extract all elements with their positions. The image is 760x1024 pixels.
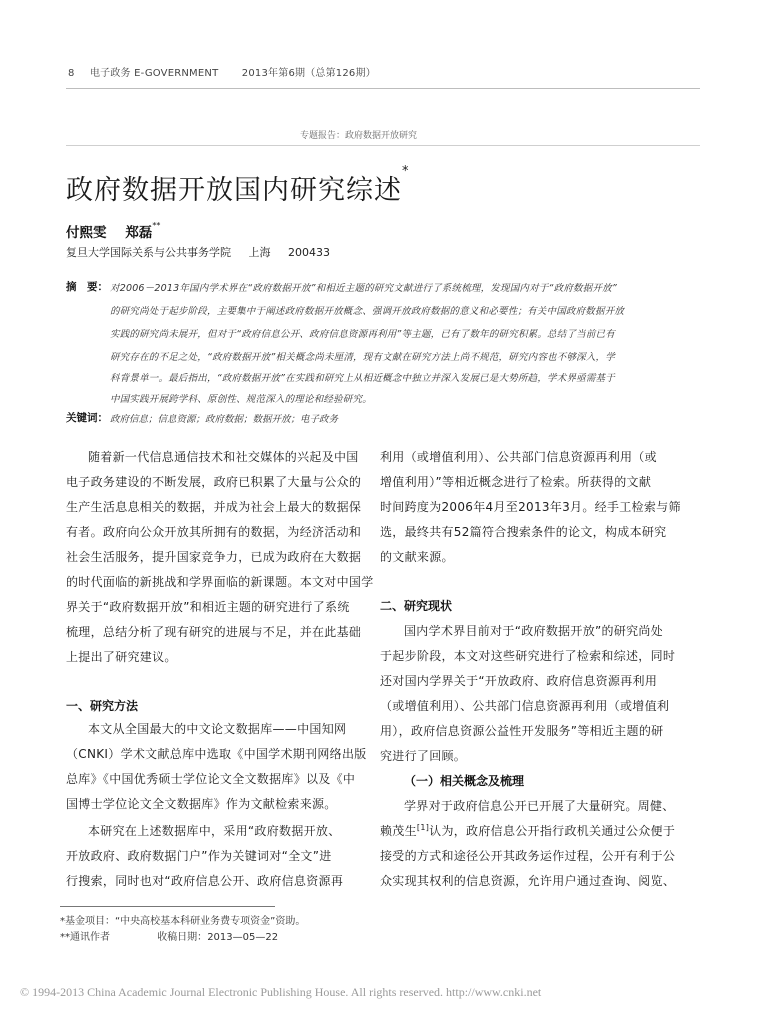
body-line: 本文从全国最大的中文论文数据库——中国知网: [88, 722, 347, 736]
body-line: 行搜索，同时也对“政府信息公开、政府信息资源再: [66, 874, 344, 888]
body-line: 还对国内学界关于“开放政府、政府信息资源再利用: [380, 674, 658, 688]
corresponding-author-label: **通讯作者: [60, 932, 110, 943]
copyright-notice: © 1994-2013 China Academic Journal Electronic Publishing House. All rights reserved. http://www.cnki.net: [20, 985, 542, 999]
body-line: 国内学术界目前对于“政府数据开放”的研究尚处: [404, 624, 664, 638]
body-line-rest: 认为，政府信息公开指行政机关通过公众便于: [429, 824, 676, 838]
body-line: 利用（或增值利用）、公共部门信息资源再利用（或: [380, 450, 657, 464]
magazine-name: 电子政务 E-GOVERNMENT: [89, 68, 219, 79]
abstract-line: 的研究尚处于起步阶段，主要集中于阐述政府数据开放概念、强调开放政府数据的意义和必要性；有关中国政府数据开放: [110, 306, 625, 317]
running-header: [68, 64, 382, 79]
body-line: 上提出了研究建议。: [66, 650, 177, 664]
body-line: （或增值利用）、公共部门信息资源再利用（或增值利: [380, 699, 670, 713]
footnote-corresponding: [60, 928, 278, 943]
body-line: 国博士学位论文全文数据库》作为文献检索来源。: [66, 797, 337, 811]
body-line: 生产生活息息相关的数据，并成为社会上最大的数据保: [66, 500, 362, 514]
article-title: [66, 164, 410, 207]
affiliation-zip: 200433: [288, 246, 330, 259]
affiliation-school: 复旦大学国际关系与公共事务学院: [66, 246, 231, 259]
subheading-concepts: （一）相关概念及梳理: [404, 774, 525, 788]
affiliation-city: 上海: [248, 246, 271, 259]
body-line: （CNKI）学术文献总库中选取《中国学术期刊网络出版: [66, 747, 367, 761]
abstract-line: 实践的研究尚未展开，但对于“政府信息公开、政府信息资源再利用”等主题，已有了数年的研究积累。总结了当前已有: [110, 329, 615, 340]
body-line: 选，最终共有52篇符合搜索条件的论文，构成本研究: [380, 525, 667, 539]
abstract-label: 摘 要：: [66, 281, 108, 293]
body-line: 本研究在上述数据库中，采用“政府数据开放、: [88, 824, 341, 838]
heading-methods: 一、研究方法: [66, 699, 139, 713]
page-number: 8: [68, 68, 75, 79]
abstract-line: 研究存在的不足之处，“政府数据开放”相关概念尚未厘清，现有文献在研究方法上尚不规范，研究内容也不够深入，学: [110, 352, 615, 363]
body-line: 总库》《中国优秀硕士学位论文全文数据库》以及《中: [66, 772, 356, 786]
body-line: [380, 822, 675, 839]
citation-ref: [1]: [416, 823, 430, 832]
body-line: 梳理，总结分析了现有研究的进展与不足，并在此基础: [66, 625, 362, 639]
body-line: 界关于“政府数据开放”和相近主题的研究进行了系统: [66, 600, 350, 614]
body-line: 有者。政府向公众开放其所拥有的数据，为经济活动和: [66, 525, 362, 539]
received-label: 收稿日期：: [157, 932, 208, 943]
author-2: 郑磊: [125, 225, 153, 241]
body-line: 接受的方式和途径公开其政务运作过程，公开有利于公: [380, 849, 676, 863]
body-line: 学界对于政府信息公开已开展了大量研究。周健、: [404, 799, 675, 813]
body-line: 随着新一代信息通信技术和社交媒体的兴起及中国: [88, 450, 359, 464]
abstract-line: 对2006－2013年国内学术界在“政府数据开放”和相近主题的研究文献进行了系统梳理，发现国内对于“政府数据开放”: [110, 283, 617, 294]
footnote-rule: [60, 906, 275, 907]
header-rule: [66, 88, 700, 89]
body-line: 开放政府、政府数据门户”作为关键词对“全文”进: [66, 849, 332, 863]
title-note-mark: *: [402, 164, 410, 179]
body-line: 众实现其权利的信息资源，允许用户通过查询、阅览、: [380, 874, 676, 888]
section-label: 专题报告：政府数据开放研究: [300, 131, 418, 141]
body-line: 社会生活服务，提升国家竞争力，已成为政府在大数据: [66, 550, 362, 564]
affiliation: [66, 244, 330, 260]
abstract-line: 中国实践开展跨学科、原创性、规范深入的理论和经验研究。: [110, 394, 372, 405]
authors: [66, 221, 160, 241]
body-line: 电子政务建设的不断发展，政府已积累了大量与公众的: [66, 475, 362, 489]
author-2-mark: **: [152, 221, 161, 230]
article-title-text: 政府数据开放国内研究综述: [66, 175, 402, 206]
body-line: 时间跨度为2006年4月至2013年3月。经手工检索与筛: [380, 500, 681, 514]
received-date: 2013—05—22: [207, 932, 279, 943]
cited-author: 赖茂生: [380, 824, 417, 838]
section-rule: [66, 145, 700, 146]
footnote-fund: *基金项目：“中央高校基本科研业务费专项资金”资助。: [60, 916, 306, 927]
author-1: 付熙雯: [66, 225, 107, 241]
body-line: 用），政府信息资源公益性开发服务”等相近主题的研: [380, 724, 664, 738]
body-line: 究进行了回顾。: [380, 749, 467, 763]
keywords-text: 政府信息；信息资源；政府数据；数据开放；电子政务: [110, 414, 339, 425]
abstract-line: 科背景单一。最后指出，“政府数据开放”在实践和研究上从相近概念中独立并深入发展已是大势所趋，学术界亟需基于: [110, 373, 615, 384]
body-line: 于起步阶段，本文对这些研究进行了检索和综述，同时: [380, 649, 676, 663]
body-line: 的文献来源。: [380, 550, 454, 564]
issue-info: 2013年第6期（总第126期）: [241, 68, 376, 79]
keywords-label: 关键词：: [66, 412, 108, 424]
body-line: 的时代面临的新挑战和学界面临的新课题。本文对中国学: [66, 575, 374, 589]
heading-status: 二、研究现状: [380, 599, 453, 613]
body-line: 增值利用）”等相近概念进行了检索。所获得的文献: [380, 475, 652, 489]
